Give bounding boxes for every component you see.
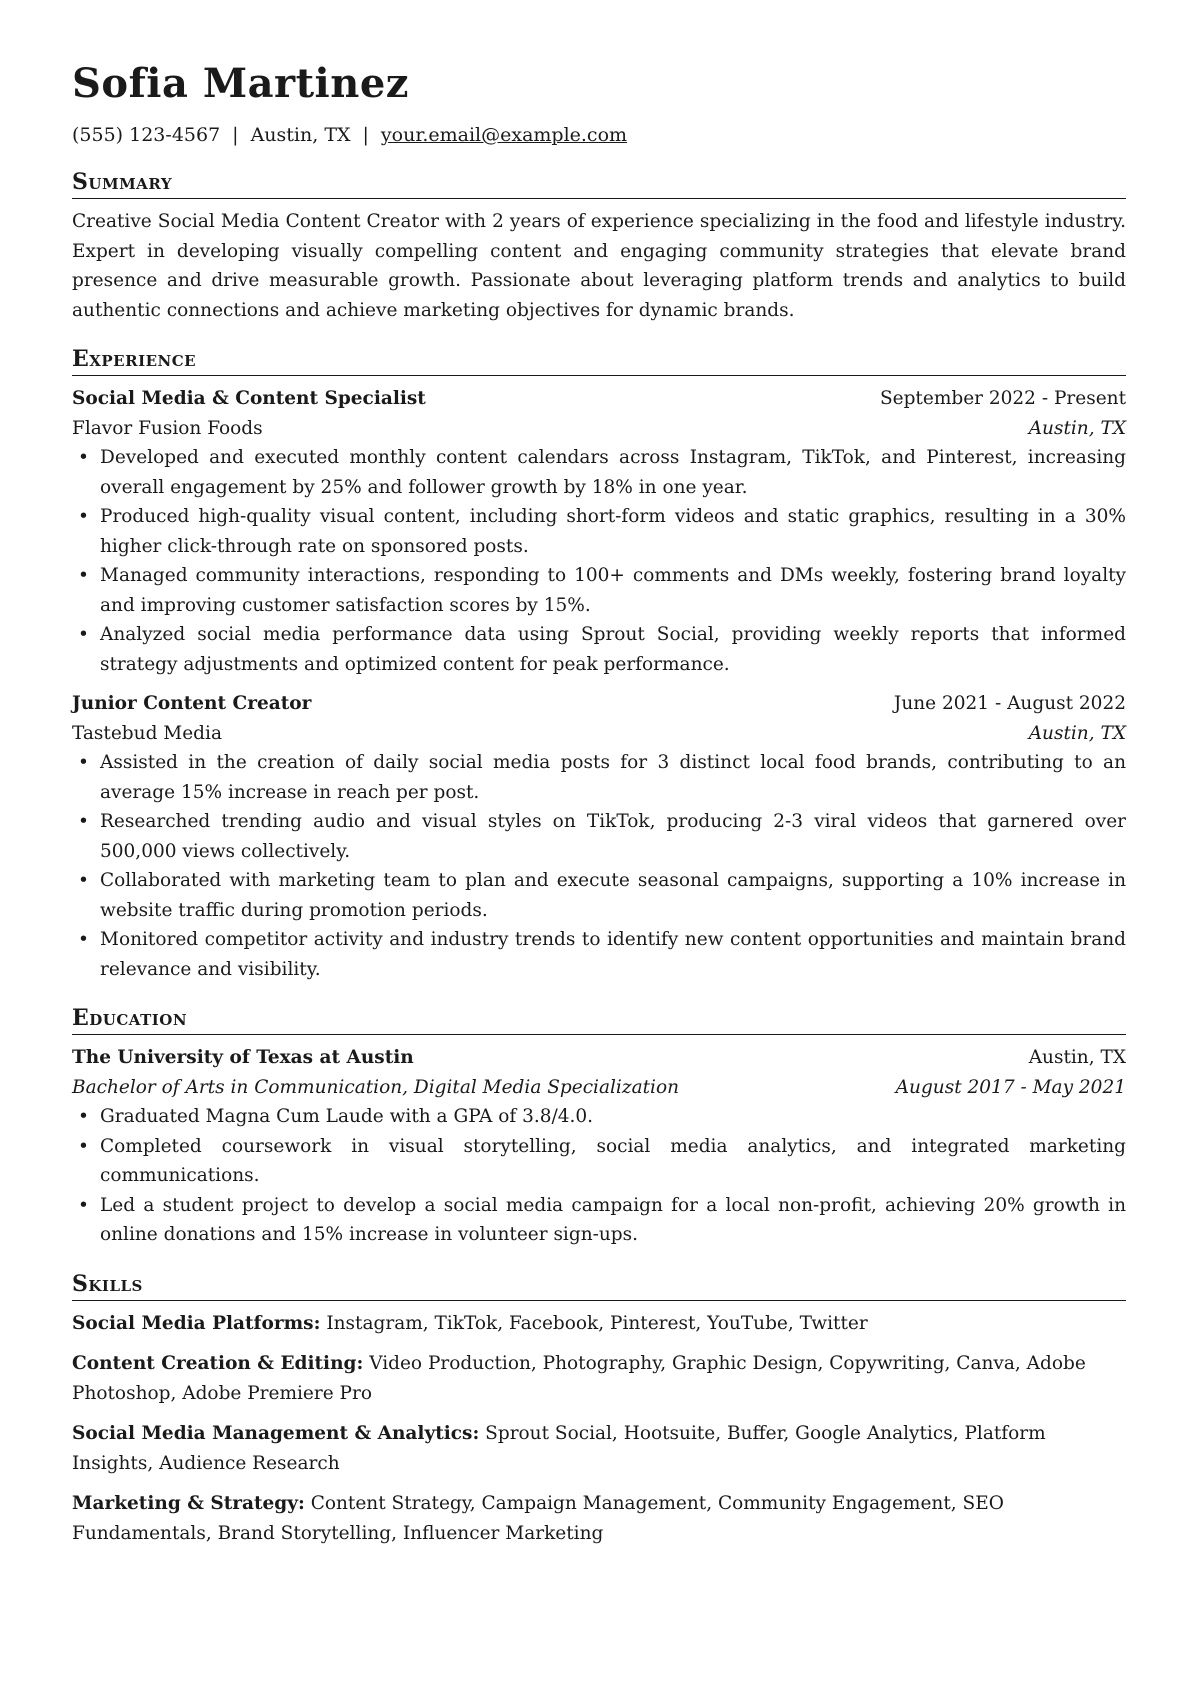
skill-group <box>72 1349 1126 1408</box>
job-role: Junior Content Creator <box>72 693 312 714</box>
bullet-item: • Graduated Magna Cum Laude with a GPA of 3.8/4.0. <box>72 1102 1126 1132</box>
section-title-skills: Skills <box>72 1270 1126 1301</box>
job-location: Austin, TX <box>1028 417 1126 439</box>
skill-group <box>72 1419 1126 1478</box>
school-location: Austin, TX <box>1028 1047 1126 1068</box>
job-dates: September 2022 - Present <box>879 388 1126 409</box>
skill-label: Social Media Platforms: <box>72 1312 321 1334</box>
contact-line <box>72 122 1126 148</box>
education-entry <box>72 1043 1126 1250</box>
education-dates: August 2017 - May 2021 <box>895 1076 1126 1098</box>
bullet-item: • Completed coursework in visual storytelling, social media analytics, and integrated marketing communications. <box>72 1132 1126 1191</box>
contact-location: Austin, TX <box>250 124 351 146</box>
skill-label: Social Media Management & Analytics: <box>72 1423 480 1444</box>
job-company: Tastebud Media <box>72 722 222 744</box>
education-section <box>72 1004 1126 1250</box>
degree: Bachelor of Arts in Communication, Digital Media Specialization <box>72 1076 680 1098</box>
job-bullets <box>72 748 1126 984</box>
experience-section <box>72 345 1126 984</box>
job-role: Social Media & Content Specialist <box>72 388 426 409</box>
bullet-item: • Produced high-quality visual content, including short-form videos and static graphics, resulting in a 30% higher click-through rate on sponsored posts. <box>72 502 1126 561</box>
candidate-name: Sofia Martinez <box>72 60 409 107</box>
job-dates: June 2021 - August 2022 <box>893 693 1126 714</box>
section-title-experience: Experience <box>72 345 1126 376</box>
summary-text: Creative Social Media Content Creator with 2 years of experience specializing in the food and lifestyle industry. Expert in developing visually compelling content and engaging community strategies that elevate brand presence and drive measurable growth. Passionate about leveraging platform trends and analytics to build authentic connections and achieve marketing objectives for dynamic brands. <box>72 211 1126 321</box>
bullet-item: • Managed community interactions, responding to 100+ comments and DMs weekly, fostering brand loyalty and improving customer satisfaction scores by 15%. <box>72 561 1126 620</box>
school-name: The University of Texas at Austin <box>72 1047 414 1068</box>
skill-value: Instagram, TikTok, Facebook, Pinterest, YouTube, Twitter <box>326 1312 868 1334</box>
skill-group <box>72 1309 1126 1339</box>
skill-value: Video Production, Photography, Graphic Design, Copywriting, Canva, Adobe Photoshop, Adobe Premiere Pro <box>72 1353 1086 1404</box>
job-company: Flavor Fusion Foods <box>72 417 263 439</box>
skills-section <box>72 1270 1126 1549</box>
contact-separator: | <box>232 124 239 146</box>
skill-value: Sprout Social, Hootsuite, Buffer, Google Analytics, Platform Insights, Audience Research <box>72 1423 1046 1474</box>
summary-section <box>72 168 1126 325</box>
phone-number: (555) 123-4567 <box>72 124 221 146</box>
job-entry <box>72 689 1126 984</box>
bullet-item: • Monitored competitor activity and industry trends to identify new content opportunities and maintain brand relevance and visibility. <box>72 925 1126 984</box>
email-link[interactable]: your.email@example.com <box>380 124 628 146</box>
skill-label: Content Creation & Editing: <box>72 1353 364 1374</box>
contact-separator: | <box>362 124 369 146</box>
job-location: Austin, TX <box>1028 722 1126 744</box>
bullet-item: • Led a student project to develop a social media campaign for a local non-profit, achieving 20% growth in online donations and 15% increase in volunteer sign-ups. <box>72 1191 1126 1250</box>
bullet-item: • Researched trending audio and visual styles on TikTok, producing 2-3 viral videos that garnered over 500,000 views collectively. <box>72 807 1126 866</box>
section-title-summary: Summary <box>72 168 1126 199</box>
bullet-item: • Analyzed social media performance data using Sprout Social, providing weekly reports that informed strategy adjustments and optimized content for peak performance. <box>72 620 1126 679</box>
job-bullets <box>72 443 1126 679</box>
skill-label: Marketing & Strategy: <box>72 1493 305 1514</box>
job-entry <box>72 384 1126 679</box>
education-bullets <box>72 1102 1126 1250</box>
skill-group <box>72 1489 1126 1548</box>
bullet-item: • Collaborated with marketing team to plan and execute seasonal campaigns, supporting a 10% increase in website traffic during promotion periods. <box>72 866 1126 925</box>
bullet-item: • Developed and executed monthly content calendars across Instagram, TikTok, and Pinterest, increasing overall engagement by 25% and follower growth by 18% in one year. <box>72 443 1126 502</box>
section-title-education: Education <box>72 1004 1126 1035</box>
skill-value: Content Strategy, Campaign Management, Community Engagement, SEO Fundamentals, Brand Storytelling, Influencer Marketing <box>72 1493 1004 1544</box>
bullet-item: • Assisted in the creation of daily social media posts for 3 distinct local food brands, contributing to an average 15% increase in reach per post. <box>72 748 1126 807</box>
